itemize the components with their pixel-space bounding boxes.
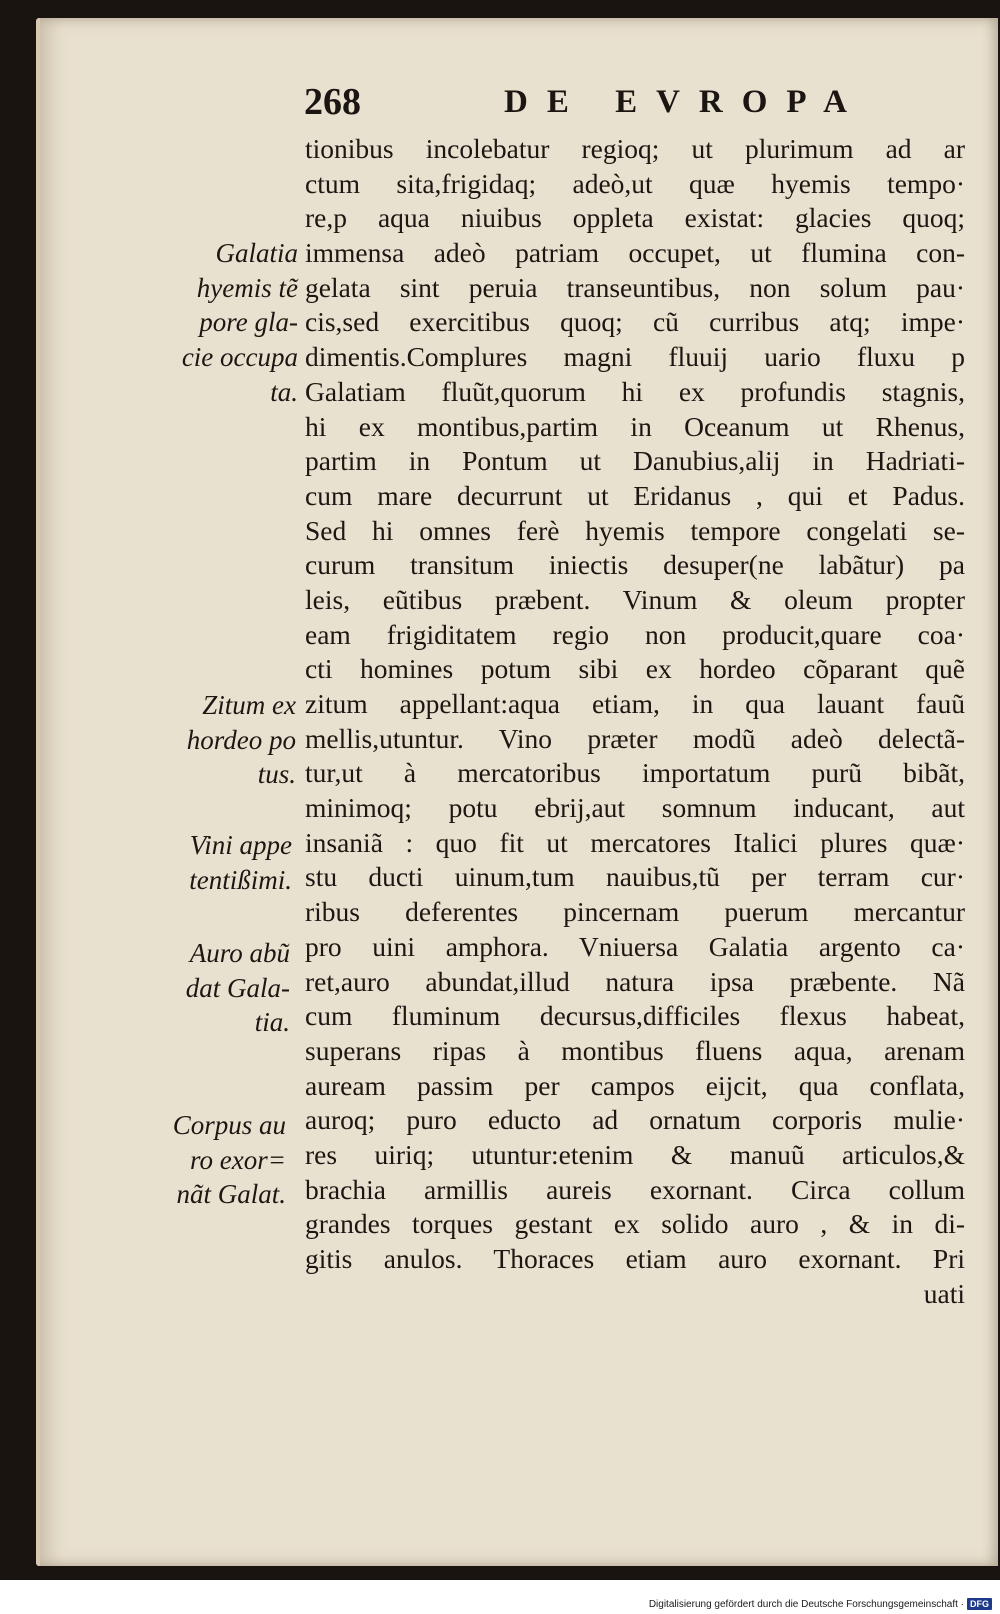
credit-text: Digitalisierung gefördert durch die Deutsche Forschungsgemeinschaft · (648, 1598, 964, 1610)
text-line: insaniã : quo fit ut mercatores Italici plures quæ· (305, 826, 965, 858)
page-number: 268 (304, 81, 361, 123)
text-line: immensa adeò patriam occupet, ut flumina con- (305, 237, 965, 269)
main-text-block (305, 132, 965, 1311)
text-line: re,p aqua niuibus oppleta existat: glacies quoq; (305, 202, 965, 234)
text-line: ribus deferentes pincernam puerum mercantur (305, 896, 965, 928)
margin-note-line: Auro abũ (189, 938, 290, 968)
margin-note-corpus (136, 1108, 286, 1212)
margin-note-line: Corpus au (172, 1110, 286, 1140)
text-line: eam frigiditatem regio non producit,quare coa· (305, 618, 965, 650)
text-line: grandes torques gestant ex solido auro , & in di- (305, 1208, 965, 1240)
margin-note-line: nãt Galat. (176, 1179, 286, 1210)
text-line: leis, eũtibus præbent. Vinum & oleum propter (305, 583, 965, 615)
catchword: uati (923, 1277, 965, 1309)
text-line: tur,ut à mercatoribus importatum purũ bibãt, (305, 757, 965, 789)
text-line: ret,auro abundat,illud natura ipsa præbente. Nã (305, 965, 965, 997)
digitization-credit (649, 1598, 992, 1610)
margin-note-zitum (146, 688, 296, 792)
margin-note-line: Zitum ex (202, 690, 296, 720)
page-content (40, 18, 998, 1566)
text-line: cis,sed exercitibus quoq; cũ curribus atq; impe· (305, 306, 965, 338)
running-head: DE EVROPA (504, 84, 866, 120)
margin-note-line: pore gla- (199, 307, 298, 338)
page-header (304, 80, 894, 130)
text-line: auroq; puro educto ad ornatum corporis mulie· (305, 1104, 965, 1136)
text-line: brachia armillis aureis exornant. Circa collum (305, 1173, 965, 1205)
margin-note-line: hordeo po (186, 724, 296, 755)
margin-note-line: tus. (257, 759, 296, 790)
text-line: tionibus incolebatur regioq; ut plurimum ad ar (305, 133, 965, 164)
text-line: dimentis.Complures magni fluuij uario fluxu p (305, 341, 965, 373)
text-line: gitis anulos. Thoraces etiam auro exornant. Pri (305, 1243, 965, 1274)
text-line: mellis,utuntur. Vino præter modũ adeò delectã- (305, 722, 965, 754)
book-page (36, 18, 998, 1566)
text-line: Galatiam fluũt,quorum hi ex profundis stagnis, (305, 375, 965, 407)
text-line: pro uini amphora. Vniuersa Galatia argento ca· (305, 930, 965, 962)
margin-note-line: hyemis tẽ (196, 272, 298, 303)
text-line: partim in Pontum ut Danubius,alij in Hadriati- (305, 445, 965, 477)
margin-note-line: ta. (270, 376, 298, 407)
text-line: superans ripas à montibus fluens aqua, arenam (305, 1034, 965, 1066)
text-line: stu ducti uinum,tum nauibus,tũ per terram cur· (305, 861, 965, 893)
margin-note-vini (142, 828, 292, 897)
margin-note-galatia (148, 236, 298, 410)
margin-note-line: tia. (254, 1007, 290, 1038)
text-line: cti homines potum sibi ex hordeo cõparant quẽ (305, 653, 965, 685)
margin-note-auro (140, 936, 290, 1040)
margin-note-line: cie occupa (181, 342, 298, 373)
text-line: ctum sita,frigidaq; adeò,ut quæ hyemis tempo· (305, 167, 965, 199)
text-line: minimoq; potu ebrij,aut somnum inducant, aut (305, 792, 965, 824)
text-line: auream passim per campos eijcit, qua conflata, (305, 1069, 965, 1101)
text-line: res uiriq; utuntur:etenim & manuũ articulos,& (305, 1138, 965, 1170)
margin-note-line: ro exor= (190, 1144, 286, 1175)
margin-note-line: Vini appe (189, 830, 292, 860)
margin-note-line: Galatia (215, 238, 298, 268)
text-line: cum mare decurrunt ut Eridanus , qui et Padus. (305, 479, 965, 511)
text-line: zitum appellant:aqua etiam, in qua lauant fauũ (305, 688, 965, 719)
margin-note-line: dat Gala- (185, 972, 290, 1003)
text-line: gelata sint peruia transeuntibus, non solum pau· (305, 271, 965, 303)
dfg-logo-icon: DFG (967, 1598, 992, 1610)
text-line: Sed hi omnes ferè hyemis tempore congelati se- (305, 514, 965, 546)
text-line: cum fluminum decursus,difficiles flexus habeat, (305, 1000, 965, 1032)
margin-note-line: tentißimi. (189, 864, 292, 895)
text-line: curum transitum iniectis desuper(ne labãtur) pa (305, 549, 965, 581)
text-line: hi ex montibus,partim in Oceanum ut Rhenus, (305, 410, 965, 442)
